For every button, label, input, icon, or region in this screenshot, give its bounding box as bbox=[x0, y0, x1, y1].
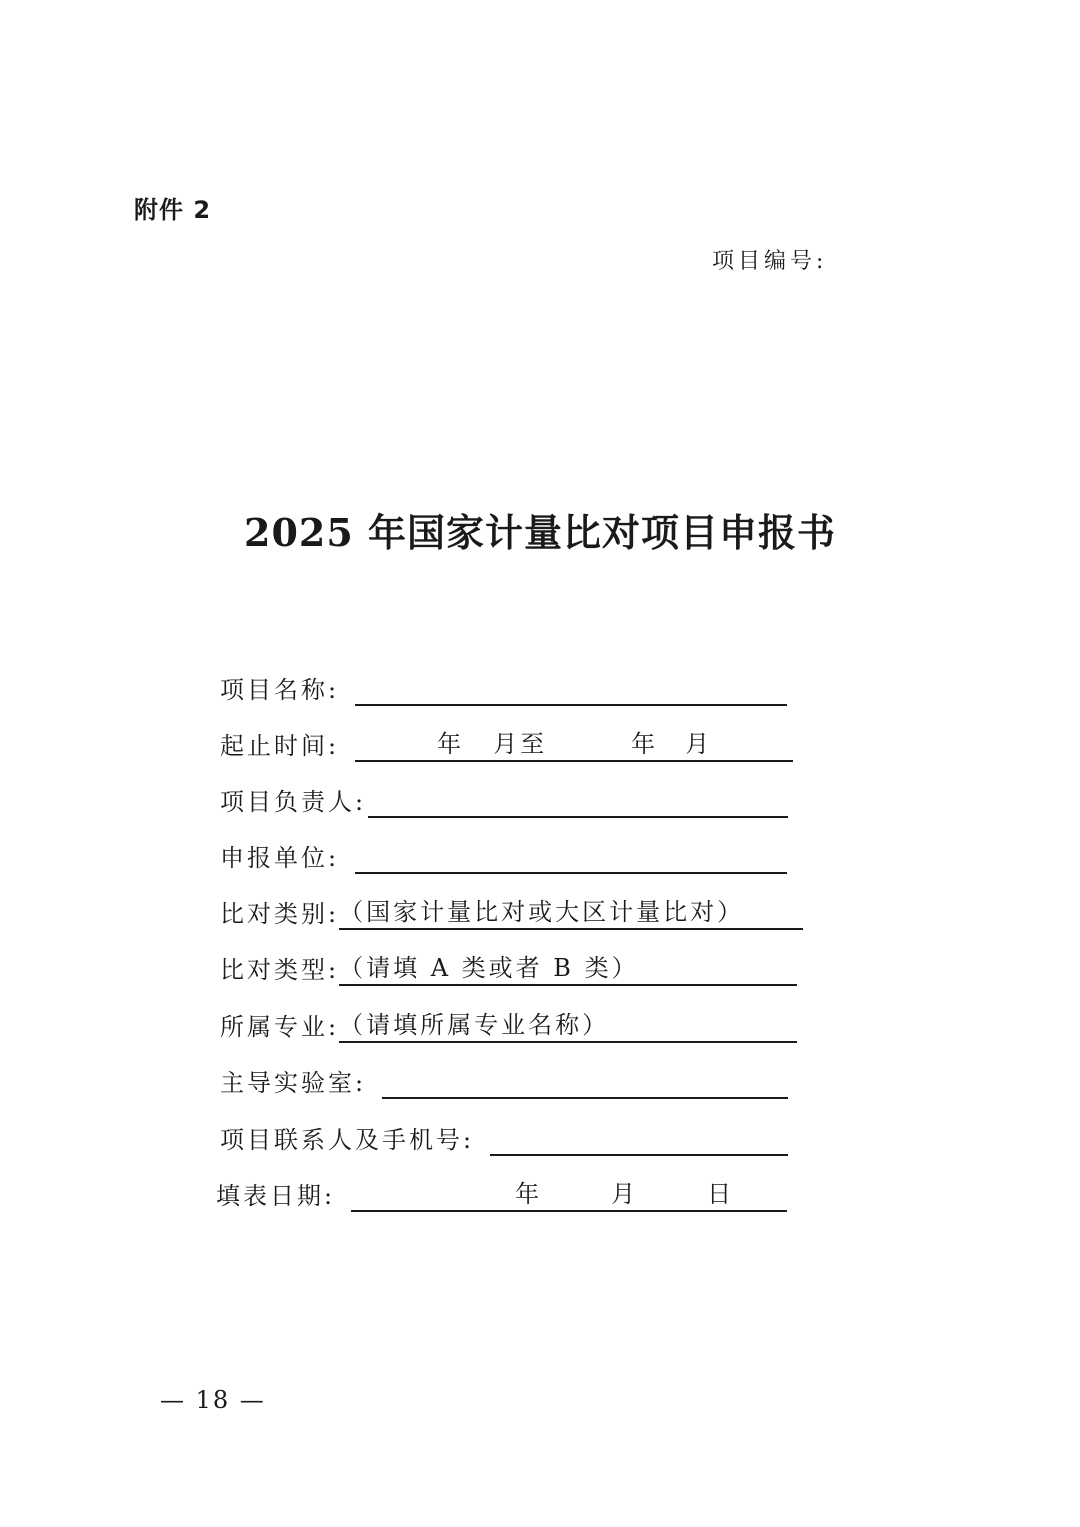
fill-date-field[interactable] bbox=[351, 1178, 787, 1212]
project-name-label: 项目名称: bbox=[220, 676, 340, 704]
type-field[interactable] bbox=[339, 952, 797, 986]
fill-date-month: 月 bbox=[611, 1180, 639, 1208]
specialty-hint: （请填所属专业名称） bbox=[339, 1011, 610, 1039]
category-field[interactable] bbox=[339, 896, 803, 930]
category-row bbox=[220, 894, 803, 930]
contact-field[interactable] bbox=[490, 1122, 788, 1156]
period-label: 起止时间: bbox=[220, 732, 340, 760]
specialty-label: 所属专业: bbox=[220, 1013, 340, 1041]
period-start-month: 月至 bbox=[493, 730, 548, 758]
lead-lab-label: 主导实验室: bbox=[220, 1069, 367, 1097]
project-name-row bbox=[220, 670, 787, 706]
project-number-label: 项目编号: bbox=[712, 249, 828, 274]
fill-date-day: 日 bbox=[707, 1180, 735, 1208]
lead-lab-field[interactable] bbox=[382, 1065, 788, 1099]
document-title: 2025 年国家计量比对项目申报书 bbox=[244, 510, 836, 555]
unit-label: 申报单位: bbox=[220, 844, 340, 872]
type-row bbox=[220, 950, 797, 986]
period-row bbox=[220, 726, 793, 762]
fill-date-year: 年 bbox=[515, 1180, 543, 1208]
unit-row bbox=[220, 838, 787, 874]
category-label: 比对类别: bbox=[220, 900, 340, 928]
fill-date-row bbox=[216, 1176, 787, 1212]
leader-row bbox=[220, 782, 788, 818]
leader-field[interactable] bbox=[368, 784, 788, 818]
specialty-row bbox=[220, 1007, 797, 1043]
contact-row bbox=[220, 1120, 788, 1156]
period-start-year: 年 bbox=[437, 730, 465, 758]
leader-label: 项目负责人: bbox=[220, 788, 367, 816]
period-field[interactable] bbox=[355, 728, 793, 762]
fill-date-label: 填表日期: bbox=[216, 1182, 336, 1210]
period-end-year: 年 bbox=[631, 730, 659, 758]
page-number: — 18 — bbox=[160, 1386, 266, 1414]
type-label: 比对类型: bbox=[220, 956, 340, 984]
specialty-field[interactable] bbox=[339, 1009, 797, 1043]
attachment-label: 附件 2 bbox=[134, 196, 212, 224]
lead-lab-row bbox=[220, 1063, 788, 1099]
contact-label: 项目联系人及手机号: bbox=[220, 1126, 475, 1154]
type-hint: （请填 A 类或者 B 类） bbox=[339, 954, 639, 982]
category-hint: （国家计量比对或大区计量比对） bbox=[339, 898, 745, 926]
project-name-field[interactable] bbox=[355, 672, 787, 706]
period-end-month: 月 bbox=[685, 730, 713, 758]
unit-field[interactable] bbox=[355, 840, 787, 874]
